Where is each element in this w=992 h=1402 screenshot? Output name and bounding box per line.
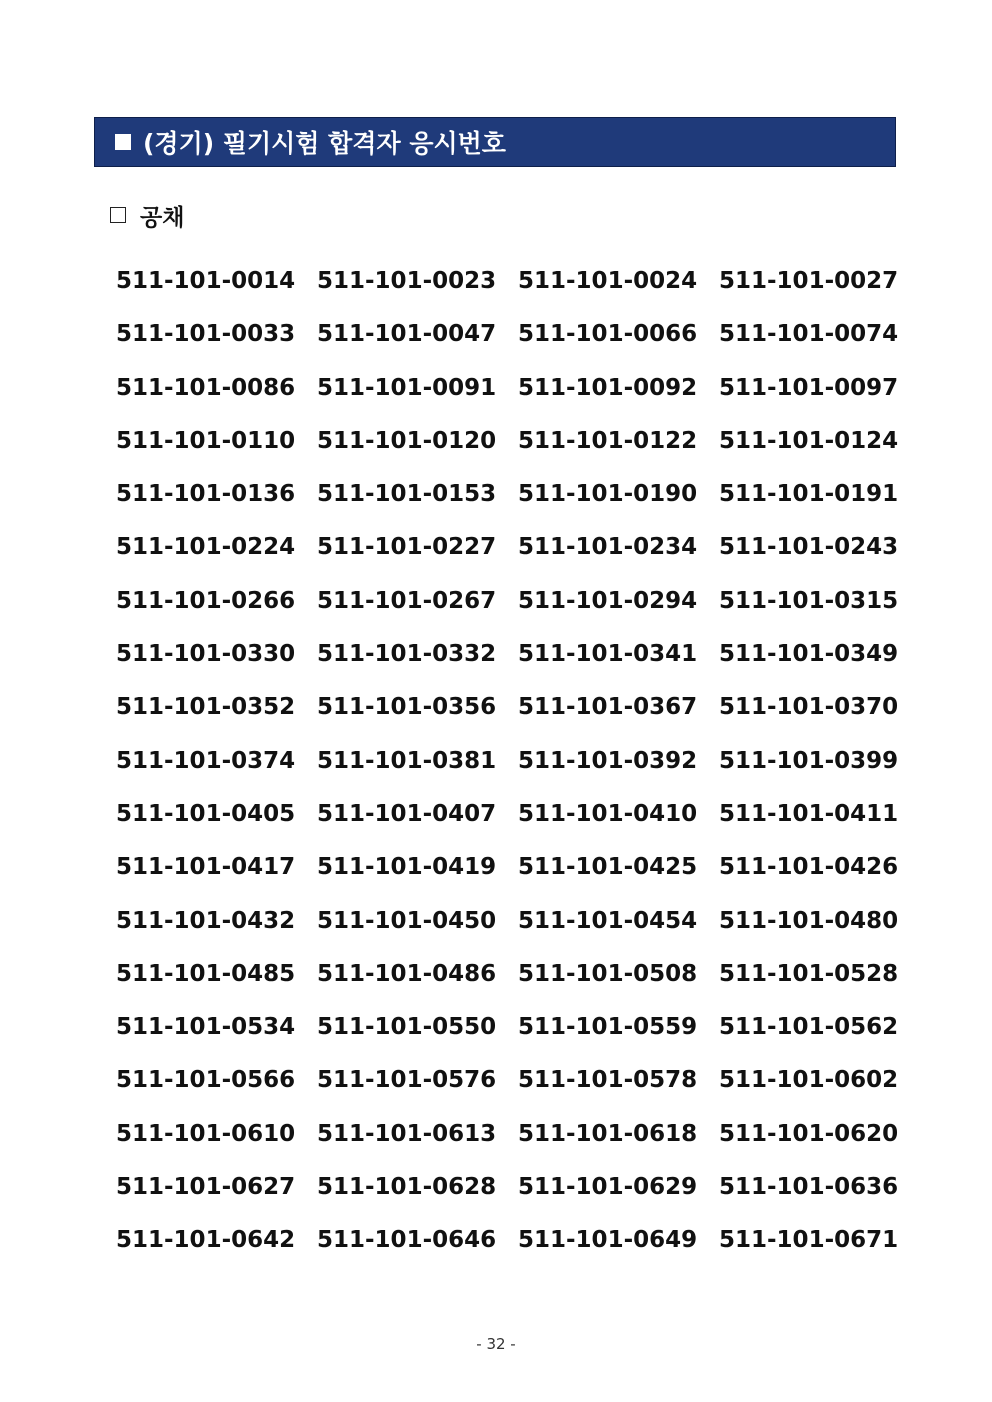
applicant-number: 511-101-0190	[518, 481, 698, 508]
applicant-number: 511-101-0642	[116, 1227, 296, 1254]
applicant-number: 511-101-0033	[116, 321, 296, 348]
applicant-number: 511-101-0091	[317, 374, 497, 401]
applicant-number: 511-101-0024	[518, 268, 698, 294]
applicant-number: 511-101-0426	[719, 854, 899, 881]
applicant-number: 511-101-0566	[116, 1067, 296, 1094]
applicant-number: 511-101-0399	[719, 747, 899, 774]
applicant-number: 511-101-0620	[719, 1120, 899, 1147]
applicant-number: 511-101-0014	[116, 268, 296, 294]
applicant-number: 511-101-0602	[719, 1067, 899, 1094]
applicant-number: 511-101-0023	[317, 268, 497, 294]
applicant-number: 511-101-0450	[317, 907, 497, 934]
applicant-number: 511-101-0432	[116, 907, 296, 934]
applicant-number: 511-101-0649	[518, 1227, 698, 1254]
applicant-number: 511-101-0618	[518, 1120, 698, 1147]
applicant-number: 511-101-0562	[719, 1014, 899, 1041]
applicant-number: 511-101-0234	[518, 534, 698, 561]
filled-square-icon	[115, 134, 131, 150]
applicant-number: 511-101-0486	[317, 960, 497, 987]
applicant-number: 511-101-0417	[116, 854, 296, 881]
applicant-number: 511-101-0370	[719, 694, 899, 721]
applicant-number: 511-101-0356	[317, 694, 497, 721]
applicant-number: 511-101-0086	[116, 374, 296, 401]
applicant-number: 511-101-0136	[116, 481, 296, 508]
applicant-number: 511-101-0407	[317, 800, 497, 827]
applicant-number: 511-101-0610	[116, 1120, 296, 1147]
page-title: (경기) 필기시험 합격자 응시번호	[143, 129, 506, 158]
applicant-number: 511-101-0508	[518, 960, 698, 987]
applicant-number: 511-101-0367	[518, 694, 698, 721]
applicant-number: 511-101-0027	[719, 268, 899, 294]
applicant-number: 511-101-0613	[317, 1120, 497, 1147]
applicant-number-grid	[116, 262, 899, 1275]
applicant-number: 511-101-0341	[518, 641, 698, 668]
applicant-number: 511-101-0485	[116, 960, 296, 987]
applicant-number: 511-101-0097	[719, 374, 899, 401]
subsection-heading	[110, 198, 184, 232]
subsection-label: 공채	[140, 204, 185, 231]
applicant-number: 511-101-0266	[116, 587, 296, 614]
applicant-number: 511-101-0578	[518, 1067, 698, 1094]
applicant-number: 511-101-0627	[116, 1174, 296, 1201]
applicant-number: 511-101-0267	[317, 587, 497, 614]
applicant-number: 511-101-0374	[116, 747, 296, 774]
applicant-number: 511-101-0636	[719, 1174, 899, 1201]
applicant-number: 511-101-0110	[116, 427, 296, 454]
applicant-number: 511-101-0352	[116, 694, 296, 721]
applicant-number: 511-101-0392	[518, 747, 698, 774]
applicant-number: 511-101-0092	[518, 374, 698, 401]
applicant-number: 511-101-0411	[719, 800, 899, 827]
applicant-number: 511-101-0349	[719, 641, 899, 668]
applicant-number: 511-101-0671	[719, 1227, 899, 1254]
applicant-number: 511-101-0550	[317, 1014, 497, 1041]
applicant-number: 511-101-0559	[518, 1014, 698, 1041]
applicant-number: 511-101-0646	[317, 1227, 497, 1254]
applicant-number: 511-101-0381	[317, 747, 497, 774]
applicant-number: 511-101-0332	[317, 641, 497, 668]
empty-square-icon	[110, 207, 126, 223]
applicant-number: 511-101-0120	[317, 427, 497, 454]
applicant-number: 511-101-0534	[116, 1014, 296, 1041]
applicant-number: 511-101-0629	[518, 1174, 698, 1201]
applicant-number: 511-101-0047	[317, 321, 497, 348]
applicant-number: 511-101-0243	[719, 534, 899, 561]
applicant-number: 511-101-0454	[518, 907, 698, 934]
applicant-number: 511-101-0425	[518, 854, 698, 881]
applicant-number: 511-101-0628	[317, 1174, 497, 1201]
section-title-bar	[94, 117, 896, 167]
page-number: - 32 -	[476, 1335, 516, 1353]
applicant-number: 511-101-0153	[317, 481, 497, 508]
applicant-number: 511-101-0315	[719, 587, 899, 614]
applicant-number: 511-101-0074	[719, 321, 899, 348]
applicant-number: 511-101-0528	[719, 960, 899, 987]
applicant-number: 511-101-0224	[116, 534, 296, 561]
applicant-number: 511-101-0330	[116, 641, 296, 668]
applicant-number: 511-101-0576	[317, 1067, 497, 1094]
applicant-number: 511-101-0191	[719, 481, 899, 508]
applicant-number: 511-101-0480	[719, 907, 899, 934]
applicant-number: 511-101-0405	[116, 800, 296, 827]
applicant-number: 511-101-0419	[317, 854, 497, 881]
applicant-number: 511-101-0294	[518, 587, 698, 614]
applicant-number: 511-101-0122	[518, 427, 698, 454]
applicant-number: 511-101-0124	[719, 427, 899, 454]
applicant-number: 511-101-0410	[518, 800, 698, 827]
applicant-number: 511-101-0227	[317, 534, 497, 561]
applicant-number: 511-101-0066	[518, 321, 698, 348]
